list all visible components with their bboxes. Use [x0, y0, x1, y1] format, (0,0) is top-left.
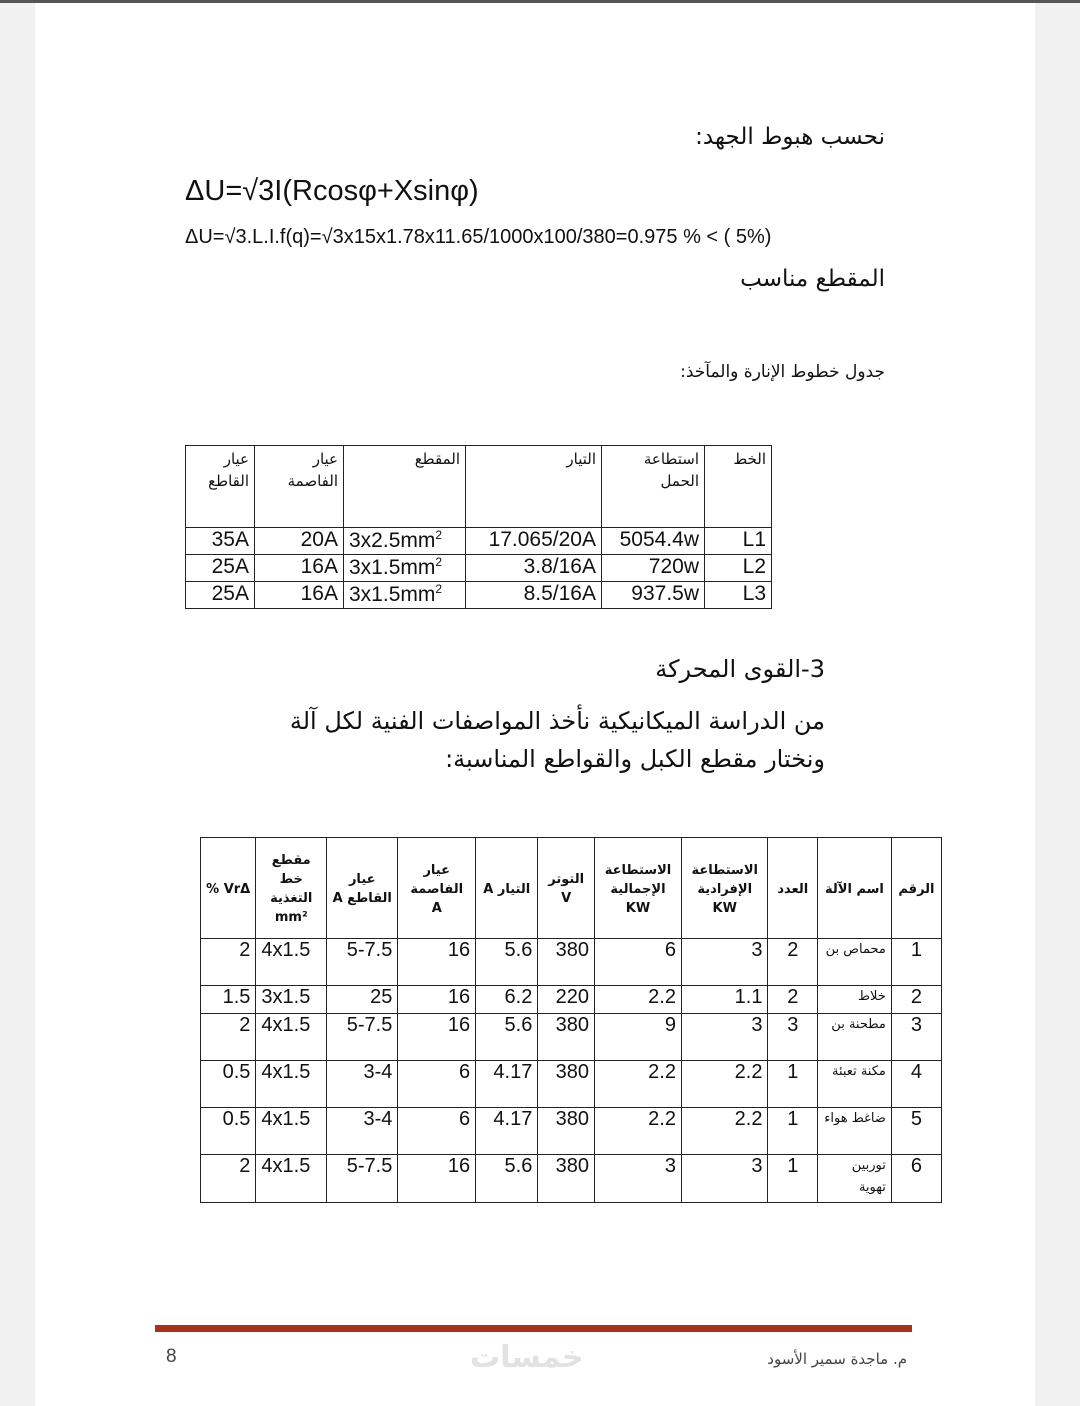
table-cell: 5 — [891, 1108, 941, 1155]
table-cell: 2 — [891, 986, 941, 1014]
table-cell: 5-7.5 — [327, 1014, 398, 1061]
table-cell: 2.2 — [681, 1061, 767, 1108]
table-cell: 6 — [398, 1108, 476, 1155]
header-cell: الرقم — [891, 838, 941, 939]
header-cell: العدد — [768, 838, 818, 939]
table-cell: 2.2 — [594, 986, 681, 1014]
cell-text: 35A — [211, 528, 249, 551]
table-cell: 16 — [398, 1155, 476, 1203]
lighting-lines-table — [185, 445, 772, 609]
header-cell: اسم الآلة — [818, 838, 892, 939]
table-cell: 6 — [594, 939, 681, 986]
table-cell — [602, 555, 705, 582]
table-cell: 6.2 — [476, 986, 538, 1014]
cell-text: 17.065/20A — [488, 528, 596, 551]
formula-general: ΔU=√3I(Rcosφ+Xsinφ) — [185, 175, 479, 207]
machine-name-cell: محماص بن — [818, 939, 892, 986]
cell-text: 25A — [211, 555, 249, 578]
table-cell — [466, 555, 602, 582]
table-cell — [255, 555, 344, 582]
table-cell — [344, 555, 466, 582]
table-row — [201, 939, 942, 986]
table-cell: 2 — [201, 1155, 256, 1203]
table-cell: 3 — [681, 1155, 767, 1203]
table-cell — [705, 555, 772, 582]
table-cell: 380 — [538, 1155, 595, 1203]
table-cell — [602, 528, 705, 555]
header-cell: المقطع — [344, 446, 466, 528]
header-cell: التوتر V — [538, 838, 595, 939]
table-row — [201, 1014, 942, 1061]
cell-text: L2 — [742, 555, 766, 578]
table-cell: 4.17 — [476, 1108, 538, 1155]
heading-voltage-drop: نحسب هبوط الجهد: — [695, 124, 885, 150]
table-row — [186, 528, 772, 555]
table-cell — [466, 582, 602, 609]
table-cell: 4x1.5 — [256, 1155, 327, 1203]
table-cell: 2 — [768, 939, 818, 986]
table-row — [186, 582, 772, 609]
table-cell — [705, 582, 772, 609]
table-cell: 2 — [201, 939, 256, 986]
table-cell: 3-4 — [327, 1108, 398, 1155]
motors-table — [200, 837, 942, 1203]
table-cell: 5.6 — [476, 1155, 538, 1203]
cell-text: 3x2.5mm — [349, 529, 436, 552]
cell-text: 3x1.5mm — [349, 583, 436, 606]
table-cell: 220 — [538, 986, 595, 1014]
header-cell: عيار القاطع A — [327, 838, 398, 939]
cell-text: 5054.4w — [619, 528, 699, 551]
table-cell: 4x1.5 — [256, 939, 327, 986]
table-cell: 2 — [768, 986, 818, 1014]
table-cell: 3 — [594, 1155, 681, 1203]
superscript: 2 — [435, 528, 443, 542]
header-cell: مقطع خط التغذية mm² — [256, 838, 327, 939]
table-cell: 2.2 — [594, 1061, 681, 1108]
table-cell: 3 — [891, 1014, 941, 1061]
cell-text: 8.5/16A — [523, 582, 596, 605]
cell-text: L1 — [742, 528, 766, 551]
table-row — [201, 986, 942, 1014]
table-cell: 2.2 — [594, 1108, 681, 1155]
header-cell: VrΔ % — [201, 838, 256, 939]
table-row — [186, 555, 772, 582]
table-row — [201, 1108, 942, 1155]
table-cell: 5-7.5 — [327, 939, 398, 986]
cell-text: 937.5w — [631, 582, 699, 605]
table-cell: 4.17 — [476, 1061, 538, 1108]
table-row — [201, 1061, 942, 1108]
header-cell: التيار — [466, 446, 602, 528]
footer-rule — [155, 1325, 912, 1332]
table1-title: جدول خطوط الإنارة والمآخذ: — [680, 362, 885, 382]
author-name: م. ماجدة سمير الأسود — [767, 1350, 907, 1368]
cell-text: 720w — [648, 555, 699, 578]
table-cell: 1 — [891, 939, 941, 986]
cell-text: 25A — [211, 582, 249, 605]
superscript: 2 — [435, 582, 443, 596]
table-cell: 25 — [327, 986, 398, 1014]
table-cell — [705, 528, 772, 555]
machine-name-cell: مكنة تعبئة — [818, 1061, 892, 1108]
section-title: 3-القوى المحركة — [655, 655, 825, 683]
table-cell: 1.5 — [201, 986, 256, 1014]
table-cell — [186, 528, 255, 555]
header-cell: الاستطاعة الإجمالية KW — [594, 838, 681, 939]
table-cell: 0.5 — [201, 1108, 256, 1155]
header-cell: عيار القاطع — [186, 446, 255, 528]
header-cell: عيار الفاصمة — [255, 446, 344, 528]
table-cell: 4 — [891, 1061, 941, 1108]
table-cell: 16 — [398, 1014, 476, 1061]
header-cell: التيار A — [476, 838, 538, 939]
table-cell — [602, 582, 705, 609]
machine-name-cell: ضاغط هواء — [818, 1108, 892, 1155]
table-cell: 2.2 — [681, 1108, 767, 1155]
table-cell: 16 — [398, 986, 476, 1014]
machine-name-cell: خلاط — [818, 986, 892, 1014]
conclusion: المقطع مناسب — [740, 266, 885, 292]
table-cell — [466, 528, 602, 555]
machine-name-cell: توربين تهوية — [818, 1155, 892, 1203]
machine-name-cell: مطحنة بن — [818, 1014, 892, 1061]
table-cell: 380 — [538, 1061, 595, 1108]
table-cell: 3x1.5 — [256, 986, 327, 1014]
table-cell: 4x1.5 — [256, 1061, 327, 1108]
table-cell: 1.1 — [681, 986, 767, 1014]
table-cell: 3 — [681, 1014, 767, 1061]
cell-text: 16A — [300, 555, 338, 578]
cell-text: 16A — [300, 582, 338, 605]
cell-text: 3x1.5mm — [349, 556, 436, 579]
table-cell: 2 — [201, 1014, 256, 1061]
cell-text: 20A — [300, 528, 338, 551]
table-cell: 9 — [594, 1014, 681, 1061]
table-cell — [344, 528, 466, 555]
table-cell: 4x1.5 — [256, 1108, 327, 1155]
header-cell: الخط — [705, 446, 772, 528]
table-cell: 3 — [768, 1014, 818, 1061]
table-cell: 1 — [768, 1155, 818, 1203]
table-cell: 4x1.5 — [256, 1014, 327, 1061]
superscript: 2 — [435, 555, 443, 569]
table-cell: 5.6 — [476, 1014, 538, 1061]
formula-calc: ΔU=√3.L.I.f(q)=√3x15x1.78x11.65/1000x100/380=0.975 % < ( 5%) — [185, 226, 772, 248]
table-cell: 16 — [398, 939, 476, 986]
watermark-logo: خمسات — [470, 1340, 584, 1375]
table-cell — [255, 528, 344, 555]
table-cell: 380 — [538, 1108, 595, 1155]
header-cell: استطاعة الحمل — [602, 446, 705, 528]
header-cell: عيار الفاصمة A — [398, 838, 476, 939]
page-number: 8 — [166, 1346, 177, 1367]
table-cell: 380 — [538, 1014, 595, 1061]
table-cell: 1 — [768, 1061, 818, 1108]
table-cell: 6 — [891, 1155, 941, 1203]
table-cell — [186, 555, 255, 582]
table-cell: 380 — [538, 939, 595, 986]
section-paragraph: من الدراسة الميكانيكية نأخذ المواصفات الفنية لكل آلة ونختار مقطع الكبل والقواطع المناسبة: — [289, 707, 825, 773]
table-cell — [255, 582, 344, 609]
table-cell: 6 — [398, 1061, 476, 1108]
table-row — [201, 1155, 942, 1203]
cell-text: 3.8/16A — [523, 555, 596, 578]
table-cell — [186, 582, 255, 609]
cell-text: L3 — [742, 582, 766, 605]
header-cell: الاستطاعة الإفرادية KW — [681, 838, 767, 939]
table-cell — [344, 582, 466, 609]
table-cell: 3 — [681, 939, 767, 986]
table-cell: 5.6 — [476, 939, 538, 986]
table-cell: 5-7.5 — [327, 1155, 398, 1203]
table-cell: 3-4 — [327, 1061, 398, 1108]
table-cell: 0.5 — [201, 1061, 256, 1108]
table-cell: 1 — [768, 1108, 818, 1155]
